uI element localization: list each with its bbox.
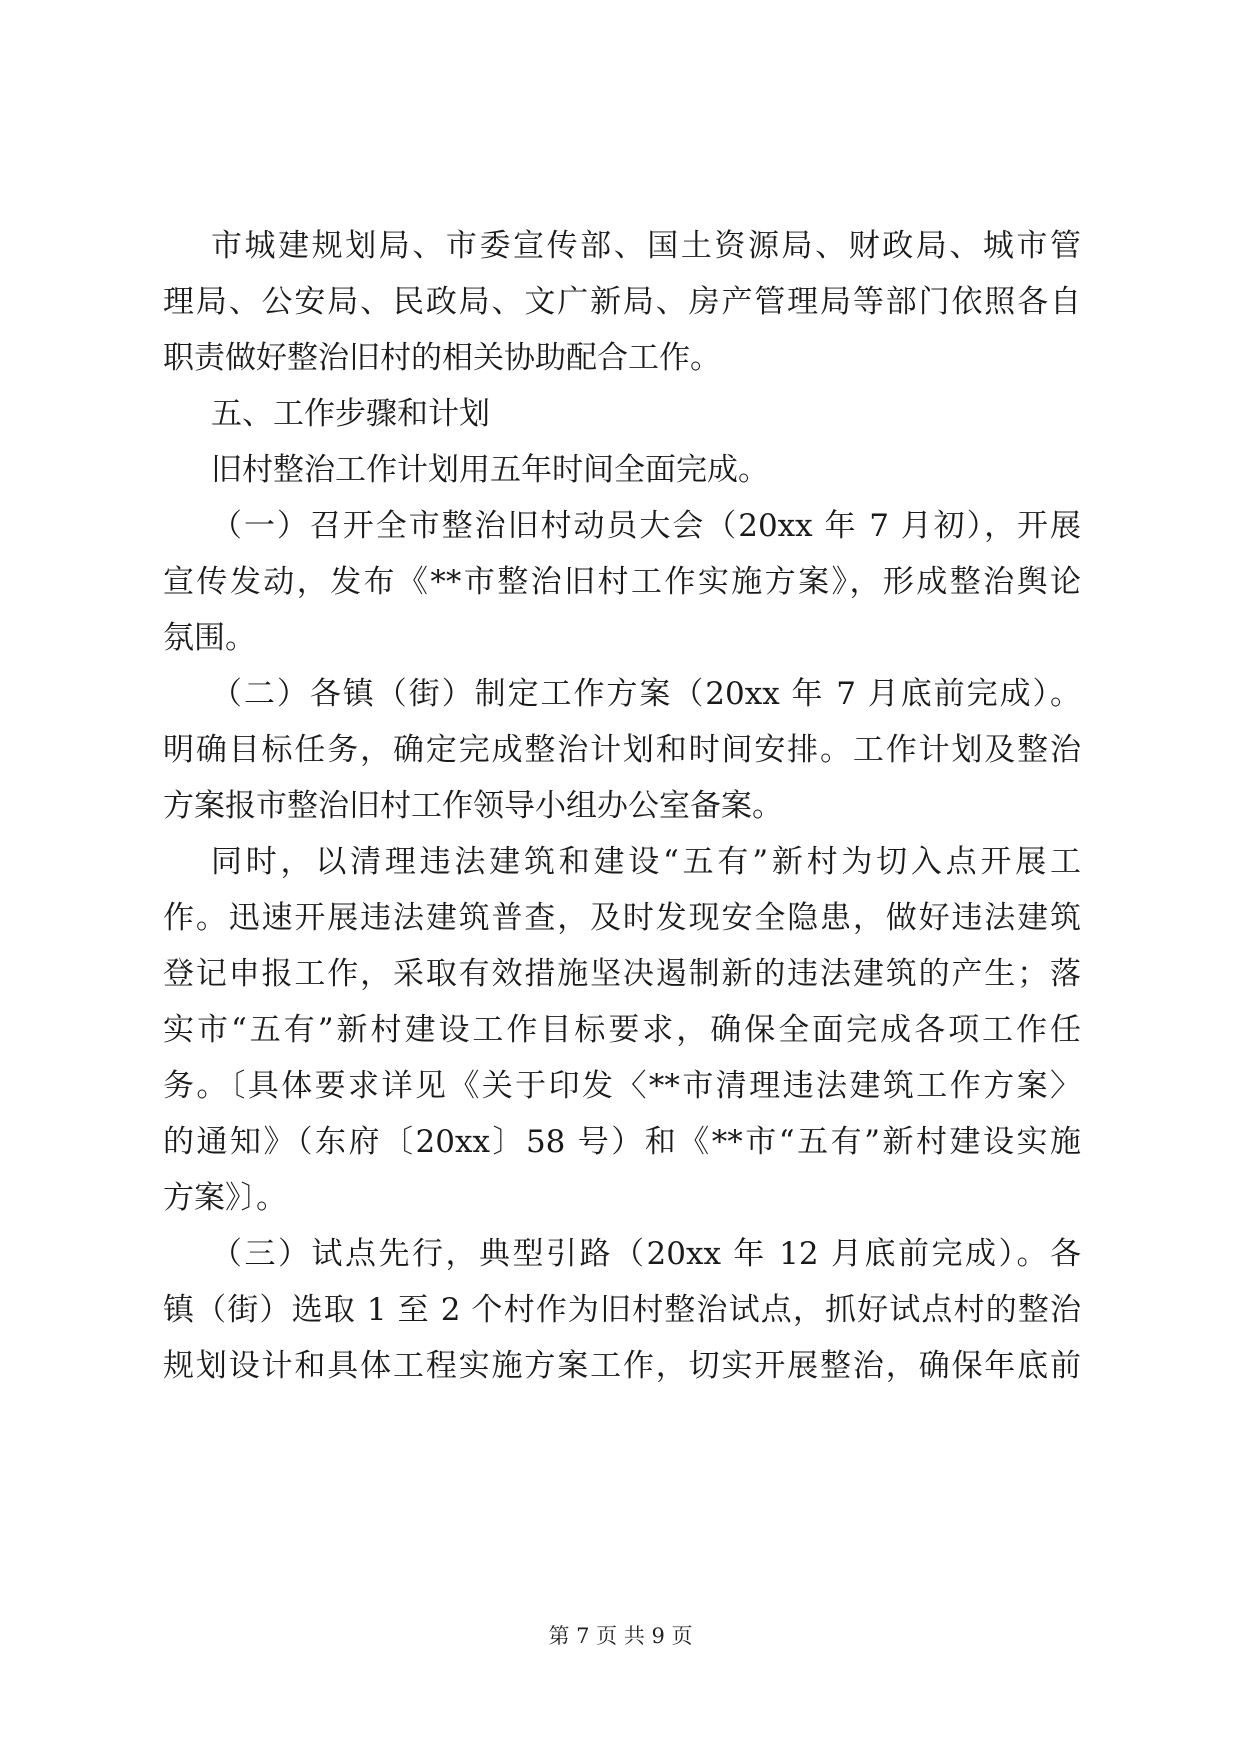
body-line: 务。〔具体要求详见《关于印发〈**市清理违法建筑工作方案〉 xyxy=(163,1068,1081,1104)
body-line: 市城建规划局、市委宣传部、国土资源局、财政局、城市管 xyxy=(211,228,1081,264)
body-line: （三）试点先行，典型引路（20xx 年 12 月底前完成）。各 xyxy=(211,1236,1081,1272)
body-line: 理局、公安局、民政局、文广新局、房产管理局等部门依照各自 xyxy=(163,284,1081,320)
body-line: 实市“五有”新村建设工作目标要求，确保全面完成各项工作任 xyxy=(163,1012,1081,1048)
body-line: 规划设计和具体工程实施方案工作，切实开展整治，确保年底前 xyxy=(163,1348,1081,1384)
body-line: 登记申报工作，采取有效措施坚决遏制新的违法建筑的产生；落 xyxy=(163,956,1081,992)
section-heading: 五、工作步骤和计划 xyxy=(211,396,490,432)
page-number-footer: 第 7 页 共 9 页 xyxy=(548,1624,693,1648)
body-line: 的通知》（东府〔20xx〕58 号）和《**市“五有”新村建设实施 xyxy=(163,1124,1081,1160)
body-line: 明确目标任务，确定完成整治计划和时间安排。工作计划及整治 xyxy=(163,732,1081,768)
body-line: 方案》〕。 xyxy=(163,1180,287,1216)
body-line: 方案报市整治旧村工作领导小组办公室备案。 xyxy=(163,788,783,824)
body-line: 同时，以清理违法建筑和建设“五有”新村为切入点开展工 xyxy=(211,844,1081,880)
body-line: 旧村整治工作计划用五年时间全面完成。 xyxy=(211,452,769,488)
body-line: 镇（街）选取 1 至 2 个村作为旧村整治试点，抓好试点村的整治 xyxy=(163,1292,1081,1328)
body-line: 宣传发动，发布《**市整治旧村工作实施方案》，形成整治舆论 xyxy=(163,564,1081,600)
body-line: 作。迅速开展违法建筑普查，及时发现安全隐患，做好违法建筑 xyxy=(163,900,1081,936)
body-line: 职责做好整治旧村的相关协助配合工作。 xyxy=(163,340,721,376)
body-line: （二）各镇（街）制定工作方案（20xx 年 7 月底前完成）。 xyxy=(211,676,1081,712)
body-line: 氛围。 xyxy=(163,620,256,656)
body-line: （一）召开全市整治旧村动员大会（20xx 年 7 月初），开展 xyxy=(211,508,1081,544)
